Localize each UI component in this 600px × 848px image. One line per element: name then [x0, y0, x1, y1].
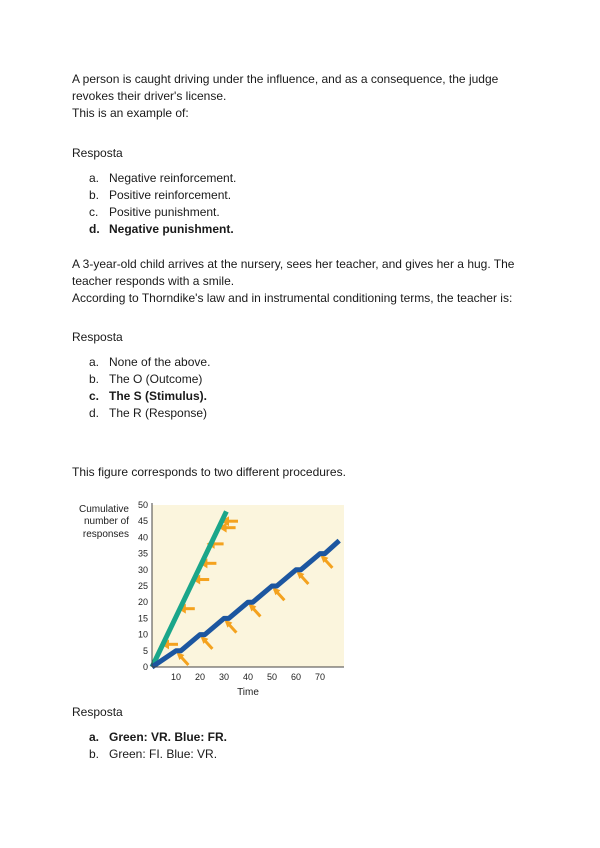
- question-3-text: This figure corresponds to two different procedures.: [72, 465, 346, 479]
- option-1b[interactable]: b. Positive reinforcement.: [89, 188, 232, 202]
- option-1a[interactable]: a. Negative reinforcement.: [89, 171, 237, 185]
- answer-label-1: Resposta: [72, 146, 123, 160]
- y-tick-label-5: 5: [142, 645, 148, 656]
- chart-ylabel-line-1: Cumulative: [78, 504, 129, 515]
- y-tick-label-10: 10: [137, 629, 148, 640]
- y-tick-label-20: 20: [137, 597, 148, 608]
- chart-xlabel: Time: [237, 687, 259, 697]
- y-tick-label-50: 50: [137, 500, 148, 510]
- reinforcement-schedule-chart: [72, 497, 352, 697]
- answer-options-2: [89, 354, 210, 422]
- question-1-text: [72, 71, 532, 122]
- question-2-line-1: A 3-year-old child arrives at the nursery, sees her teacher, and gives her a hug. The: [72, 257, 515, 271]
- x-tick-label-20: 20: [194, 672, 206, 682]
- x-tick-label-50: 50: [266, 672, 278, 682]
- option-3a-selected[interactable]: a. Green: VR. Blue: FR.: [89, 730, 228, 744]
- question-1-line-3: This is an example of:: [72, 106, 189, 120]
- question-2-text: [72, 256, 542, 307]
- x-tick-label-10: 10: [170, 672, 182, 682]
- question-2-line-2: teacher responds with a smile.: [72, 274, 235, 288]
- x-tick-label-70: 70: [314, 672, 326, 682]
- option-2c-selected[interactable]: c. The S (Stimulus).: [89, 389, 208, 403]
- option-2b[interactable]: b. The O (Outcome): [89, 372, 203, 386]
- option-1c[interactable]: c. Positive punishment.: [89, 205, 220, 219]
- x-tick-label-60: 60: [290, 672, 302, 682]
- answer-label-2: Resposta: [72, 330, 123, 344]
- answer-label-3: Resposta: [72, 705, 123, 719]
- y-tick-label-40: 40: [137, 532, 148, 543]
- y-tick-label-30: 30: [137, 564, 148, 575]
- answer-options-1: [89, 170, 236, 238]
- y-tick-label-35: 35: [137, 548, 148, 559]
- y-tick-label-0: 0: [142, 662, 148, 672]
- y-tick-label-15: 15: [137, 613, 148, 624]
- question-1-line-2: revokes their driver's license.: [72, 89, 227, 103]
- question-1-line-1: A person is caught driving under the influence, and as a consequence, the judge: [72, 72, 499, 86]
- question-2-line-3: According to Thorndike's law and in instrumental conditioning terms, the teacher is:: [72, 291, 513, 305]
- option-1d-selected[interactable]: d. Negative punishment.: [89, 222, 234, 236]
- option-2d[interactable]: d. The R (Response): [89, 406, 208, 420]
- option-3b[interactable]: b. Green: FI. Blue: VR.: [89, 747, 218, 761]
- y-tick-label-45: 45: [137, 516, 148, 527]
- chart-ylabel-line-3: responses: [82, 529, 129, 540]
- x-tick-label-40: 40: [242, 672, 254, 682]
- chart-ylabel-line-2: number of: [83, 516, 129, 527]
- chart-plot-background: [152, 505, 344, 667]
- x-tick-label-30: 30: [218, 672, 230, 682]
- answer-options-3: [89, 729, 227, 763]
- option-2a[interactable]: a. None of the above.: [89, 355, 211, 369]
- y-tick-label-25: 25: [137, 581, 148, 591]
